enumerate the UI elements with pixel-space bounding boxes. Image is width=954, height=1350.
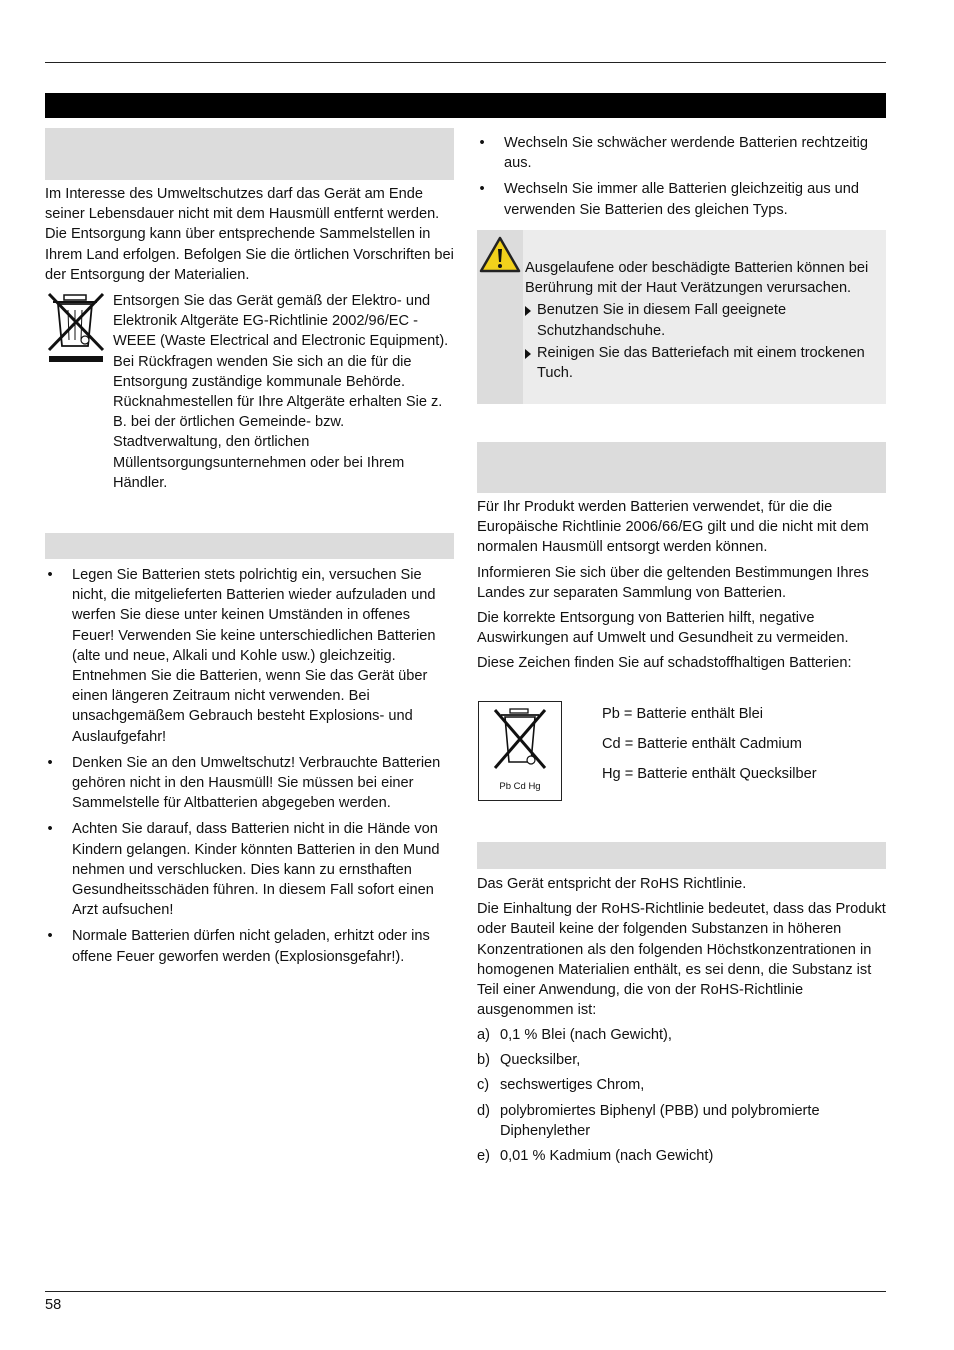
list-item: • Wechseln Sie immer alle Batterien gleichzeitig aus und verwenden Sie Batterien des gleichen Typs. — [477, 179, 886, 219]
battery-disposal-text — [477, 497, 886, 674]
bullet-icon: • — [47, 821, 53, 838]
list-item: c) sechswertiges Chrom, — [477, 1077, 645, 1094]
paragraph: Informieren Sie sich über die geltenden Bestimmungen Ihres Landes zur separaten Sammlung von Batterien. — [477, 564, 869, 601]
bullet-icon: • — [479, 181, 485, 198]
disposal-intro: Im Interesse des Umweltschutzes darf das Gerät am Ende seiner Lebensdauer nicht mit dem Hausmüll entfernt werden. Die Entsorgung kann über entsprechende Sammelstellen in Ihrem Land erfolgen. Befolgen Sie die örtlichen Vorschriften bei der Entsorgung der Materialien. — [45, 186, 454, 283]
bullet-icon: • — [47, 928, 53, 945]
list-item: b) Quecksilber, — [477, 1052, 581, 1069]
symbol-legend-item: Hg = Batterie enthält Quecksilber — [602, 766, 817, 783]
list-item: d) polybromiertes Biphenyl (PBB) und polybromierte Diphenylether — [477, 1102, 820, 1139]
list-item: • Achten Sie darauf, dass Batterien nicht in die Hände von Kindern gelangen. Kinder könnten Batterien in den Mund nehmen und verschlucken. Dies kann zu ernsthaften Gesundheitsschäden führen. In diesem Fall sofort einen Arzt aufsuchen! — [45, 819, 455, 920]
warning-item: Reinigen Sie das Batteriefach mit einem trockenen Tuch. — [525, 343, 881, 383]
arrow-icon — [525, 349, 531, 359]
battery-symbol-caption: Pb Cd Hg — [499, 781, 541, 792]
paragraph: Für Ihr Produkt werden Batterien verwendet, für die die Europäische Richtlinie 2006/66/EG gilt und die nicht mit dem normalen Hausmüll entsorgt werden können. — [477, 499, 869, 556]
bullet-icon: • — [47, 754, 53, 771]
battery-disposal-heading-bar — [477, 442, 886, 493]
page-number: 58 — [45, 1297, 62, 1313]
disposal-heading-bar — [45, 128, 454, 180]
weee-text: Entsorgen Sie das Gerät gemäß der Elektro- und Elektronik Altgeräte EG-Richtlinie 2002/96/EC - WEEE (Waste Electrical and Electronic Equipment). Bei Rückfragen wenden Sie sich an die für die Entsorgung zuständige kommunale Behörde. Rücknahmestellen für Ihre Altgeräte erhalten Sie z. B. bei der örtlichen Gemeinde- bzw. Stadtverwaltung, den örtlichen Müllentsorgungsunternehmen oder bei Ihrem Händler. — [113, 293, 449, 491]
symbol-legend-item: Cd = Batterie enthält Cadmium — [602, 736, 802, 753]
list-item: • Wechseln Sie schwächer werdende Batterien rechtzeitig aus. — [477, 133, 886, 173]
battery-tips-list — [477, 133, 886, 226]
weee-bin-icon — [45, 292, 107, 364]
battery-heading-bar — [45, 533, 454, 559]
list-item: • Normale Batterien dürfen nicht geladen, erhitzt oder ins offene Feuer geworfen werden (Explosionsgefahr!). — [45, 926, 455, 966]
battery-safety-list — [45, 565, 455, 973]
top-rule — [45, 62, 886, 63]
list-item: a) 0,1 % Blei (nach Gewicht), — [477, 1027, 672, 1043]
section-title-bar — [45, 93, 886, 118]
bottom-rule — [45, 1291, 886, 1292]
rohs-substance-list — [477, 1025, 886, 1171]
list-item: • Legen Sie Batterien stets polrichtig ein, versuchen Sie nicht, die mitgelieferten Batterien wieder aufzuladen und werfen Sie diese unter keinen Umständen in offenes Feuer! Verwenden Sie keine unterschiedlichen Batterien (alte und neue, Alkali und Kohle usw.) gleichzeitig. Entnehmen Sie die Batterien, wenn Sie das Gerät über einen längeren Zeitraum nicht verwenden. Bei unsachgemäßem Gebrauch besteht Explosions- und Auslaufgefahr! — [45, 565, 455, 747]
bullet-icon: • — [479, 135, 485, 151]
list-item: • Denken Sie an den Umweltschutz! Verbrauchte Batterien gehören nicht in den Hausmüll! Sie müssen bei einer Sammelstelle für Altbatterien abgegeben werden. — [45, 753, 455, 814]
warning-content — [525, 258, 881, 383]
warning-item: Benutzen Sie in diesem Fall geeignete Schutzhandschuhe. — [525, 300, 881, 340]
paragraph: Die korrekte Entsorgung von Batterien hilft, negative Auswirkungen auf Umwelt und Gesundheit zu vermeiden. — [477, 610, 849, 647]
rohs-text — [477, 874, 886, 1020]
symbol-legend-item: Pb = Batterie enthält Blei — [602, 706, 764, 722]
warning-box — [477, 230, 886, 404]
paragraph: Die Einhaltung der RoHS-Richtlinie bedeutet, dass das Produkt oder Bauteil keine der folgenden Substanzen in höheren Konzentrationen als den folgenden Höchstkonzentrationen in homogenen Materialien enthält, es sei denn, die Substanz ist Teil einer Anwendung, die von der RoHS-Richtlinie ausgenommen ist: — [477, 901, 886, 1019]
arrow-icon — [525, 306, 531, 316]
paragraph: Diese Zeichen finden Sie auf schadstoffhaltigen Batterien: — [477, 655, 852, 672]
symbol-legend — [602, 704, 886, 785]
warning-icon — [479, 236, 521, 274]
warning-text: Ausgelaufene oder beschädigte Batterien können bei Berührung mit der Haut Verätzungen verursachen. — [525, 260, 869, 297]
paragraph: Das Gerät entspricht der RoHS Richtlinie. — [477, 876, 747, 892]
list-item: e) 0,01 % Kadmium (nach Gewicht) — [477, 1148, 714, 1165]
warning-strip — [477, 230, 523, 404]
rohs-heading-bar — [477, 842, 886, 869]
bullet-icon: • — [47, 567, 53, 583]
battery-symbol-icon — [478, 701, 562, 801]
